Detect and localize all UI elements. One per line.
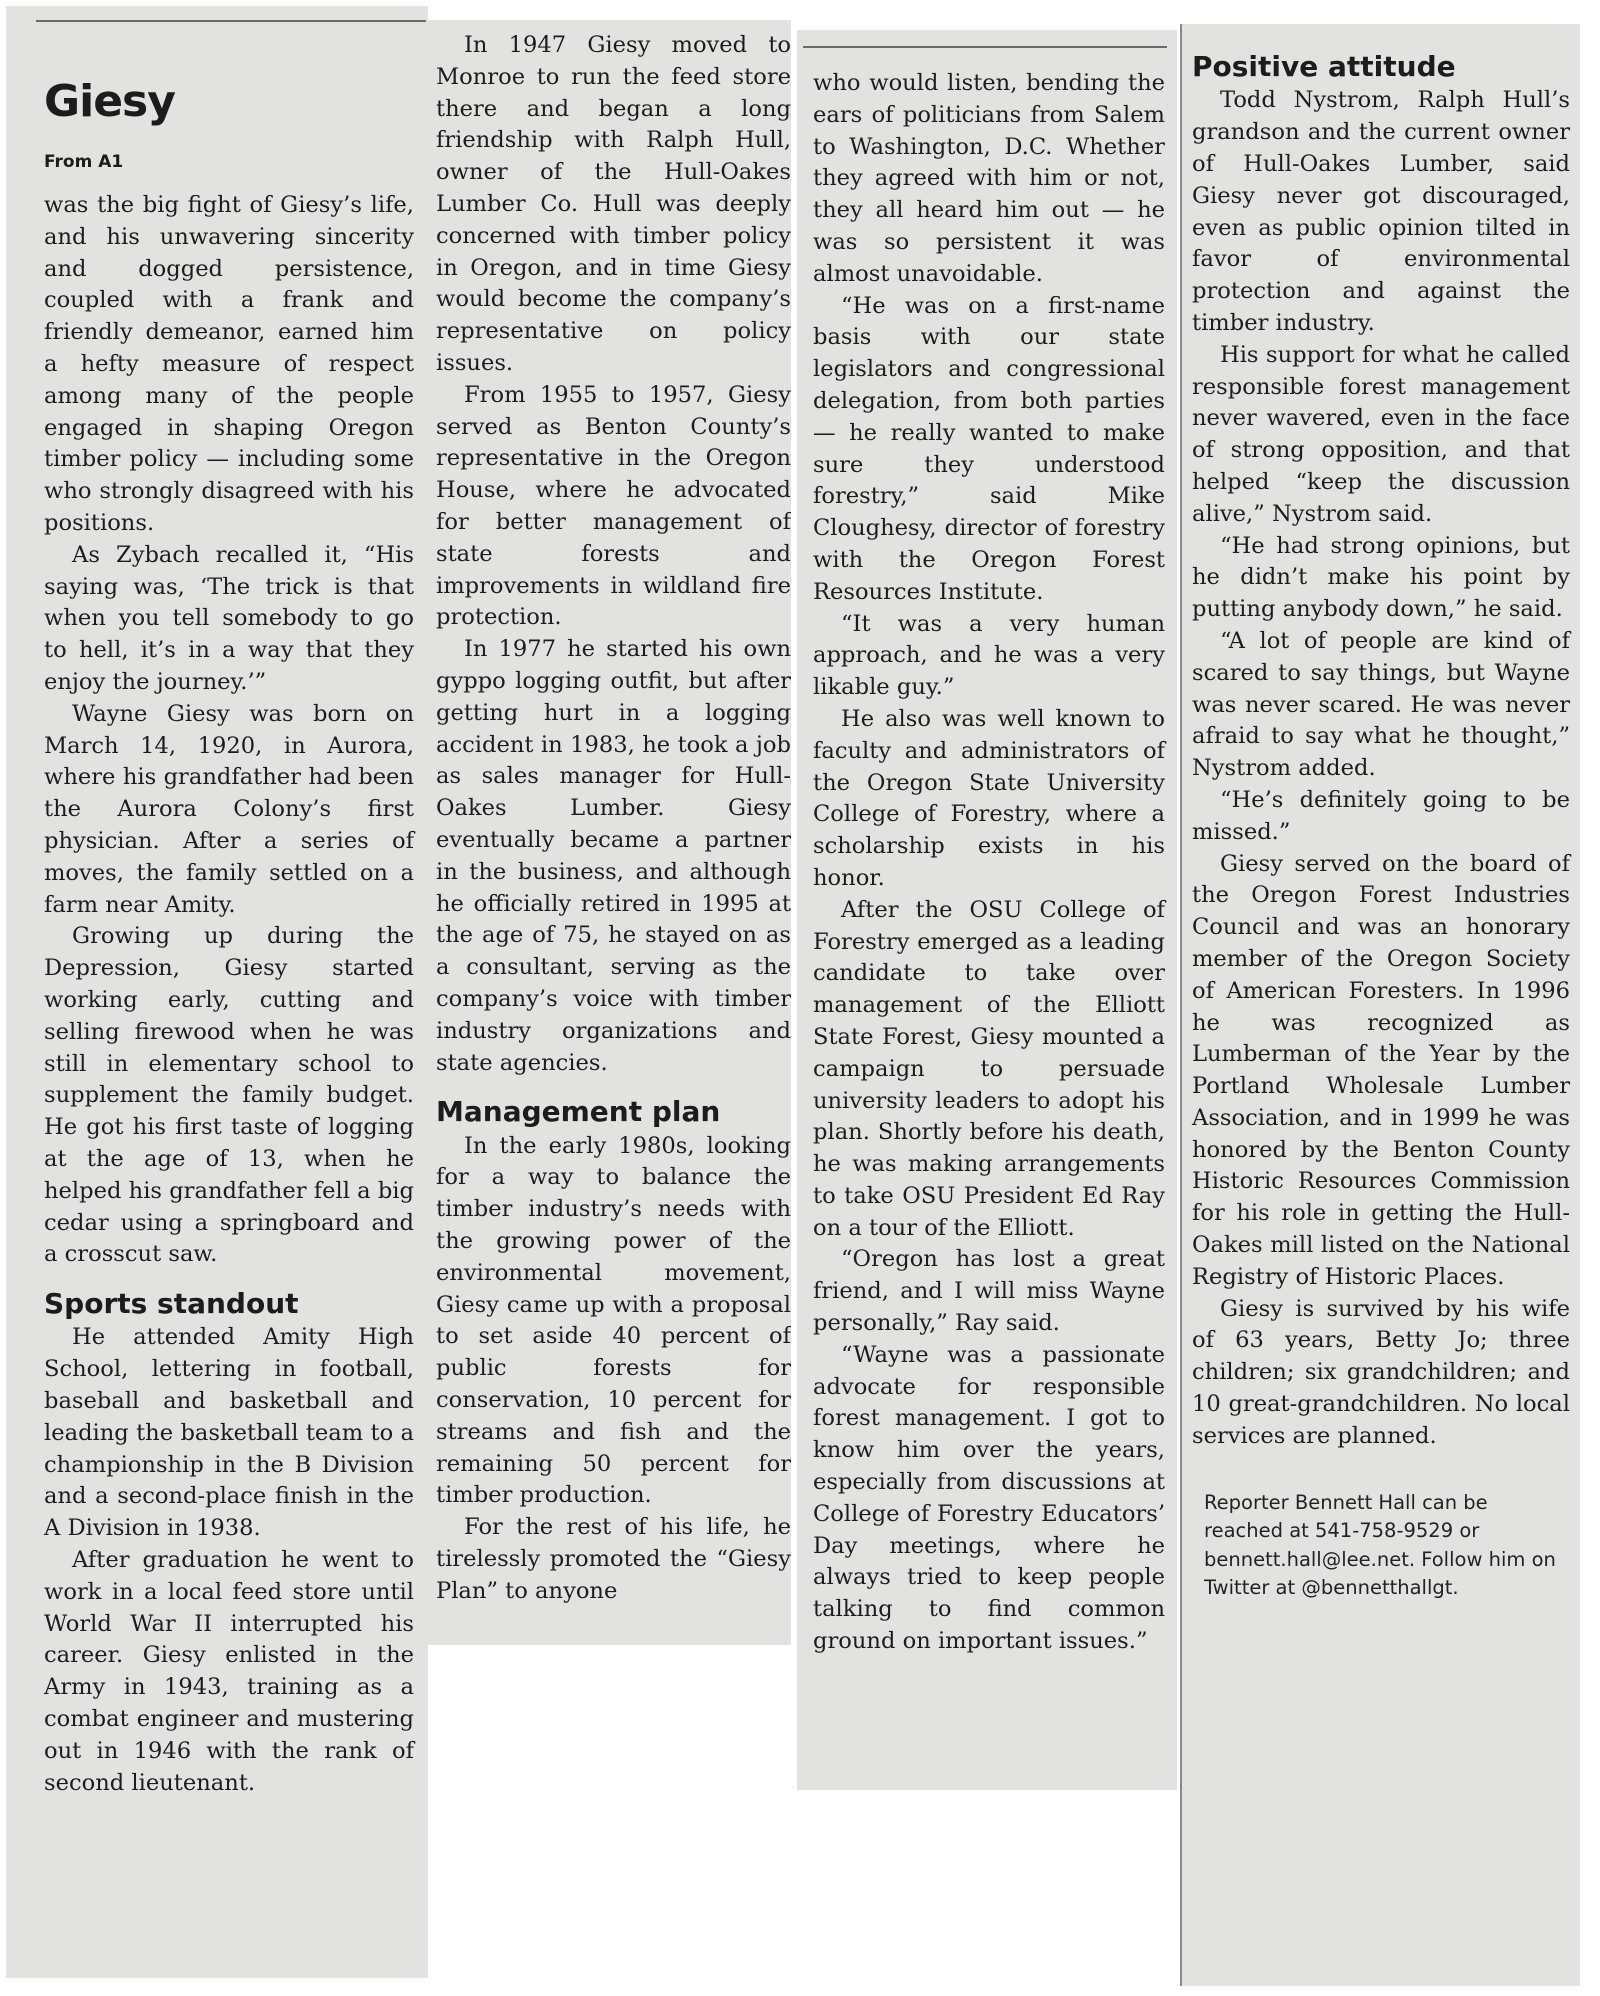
column-top-rule — [803, 46, 1167, 48]
subhead-positive-attitude: Positive attitude — [1192, 50, 1456, 83]
paragraph: For the rest of his life, he tirelessly promoted the “Giesy Plan” to anyone — [436, 1514, 791, 1604]
paragraph: “Oregon has lost a great friend, and I will miss Wayne personally,” Ray said. — [813, 1246, 1165, 1337]
paragraph: Wayne Giesy was born on March 14, 1920, in Aurora, where his grandfather had been the Aurora Colony’s first physician. After a series of moves, the family settled on a farm near Amity. — [44, 700, 414, 918]
subhead-management-plan: Management plan — [436, 1095, 721, 1129]
paragraph: was the big fight of Giesy’s life, and his unwavering sincerity and dogged persistence, coupled with a frank and friendly demeanor, earned him a hefty measure of respect among many of the people engaged in shaping Oregon timber policy — including some who strongly disagreed with his positions. — [44, 192, 414, 536]
paragraph: From 1955 to 1957, Giesy served as Benton County’s representative in the Oregon House, where he advocated for better management of state forests and improvements in wildland fire protection. — [436, 381, 791, 631]
paragraph: “Wayne was a passionate advocate for responsible forest management. I got to know him over the years, especially from discussions at College of Forestry Educators’ Day meetings, where he always tried to keep people talking to find common ground on important issues.” — [813, 1341, 1165, 1655]
paragraph: After graduation he went to work in a local feed store until World War II interrupted his career. Giesy enlisted in the Army in 1943, training as a combat engineer and mustering out in 1946 with the rank of second lieutenant. — [44, 1547, 414, 1796]
paragraph: As Zybach recalled it, “His saying was, ‘The trick is that when you tell somebody to go to hell, it’s in a way that they enjoy the journey.’” — [44, 541, 414, 695]
column-top-rule — [36, 20, 428, 22]
paragraph: He also was well known to faculty and administrators of the Oregon State University College of Forestry, where a scholarship exists in his honor. — [813, 705, 1165, 891]
paragraph: Giesy is survived by his wife of 63 years, Betty Jo; three children; six grandchildren; and 10 great-grandchildren. No local services are planned. — [1192, 1295, 1570, 1449]
paragraph: His support for what he called responsible forest management never wavered, even in the face of strong opposition, and that helped “keep the discussion alive,” Nystrom said. — [1192, 341, 1570, 527]
jump-line: From A1 — [44, 152, 124, 172]
paragraph: “A lot of people are kind of scared to say things, but Wayne was never scared. He was never afraid to say what he thought,” Nystrom added. — [1192, 627, 1570, 782]
paragraph: “He was on a first-name basis with our state legislators and congressional delegation, from both parties — he really wanted to make sure they understood forestry,” said Mike Cloughesy, director of forestry with the Oregon Forest Resources Institute. — [813, 292, 1165, 605]
column-divider — [1180, 24, 1182, 1986]
paragraph: In 1947 Giesy moved to Monroe to run the feed store there and began a long friendship with Ralph Hull, owner of the Hull-Oakes Lumber Co. Hull was deeply concerned with timber policy in Oregon, and in time Giesy would become the company’s representative on policy issues. — [436, 32, 791, 376]
paragraph: who would listen, bending the ears of politicians from Salem to Washington, D.C. Whether they agreed with him or not, they all heard him out — he was so persistent it was almost unavoidable. — [813, 70, 1165, 287]
article-column-2 — [426, 20, 791, 1645]
headline: Giesy — [44, 76, 175, 127]
paragraph: After the OSU College of Forestry emerged as a leading candidate to take over management of the Elliott State Forest, Giesy mounted a campaign to persuade university leaders to adopt his plan. Shortly before his death, he was making arrangements to take OSU President Ed Ray on a tour of the Elliott. — [813, 896, 1165, 1241]
paragraph: “He’s definitely going to be missed.” — [1192, 786, 1570, 845]
paragraph: “It was a very human approach, and he was a very likable guy.” — [813, 610, 1165, 701]
paragraph: Todd Nystrom, Ralph Hull’s grandson and the current owner of Hull-Oakes Lumber, said Giesy never got discouraged, even as public opinion tilted in favor of environmental protection and against the timber industry. — [1192, 87, 1570, 336]
paragraph: In the early 1980s, looking for a way to balance the timber industry’s needs with the growing power of the environmental movement, Giesy came up with a proposal to set aside 40 percent of public forests for conservation, 10 percent for streams and fish and the remaining 50 percent for timber production. — [436, 1132, 791, 1509]
paragraph: In 1977 he started his own gyppo logging outfit, but after getting hurt in a logging accident in 1983, he took a job as sales manager for Hull-Oakes Lumber. Giesy eventually became a partner in the business, and although he officially retired in 1995 at the age of 75, he stayed on as a consultant, serving as the company’s voice with timber industry organizations and state agencies. — [436, 636, 791, 1076]
paragraph: “He had strong opinions, but he didn’t make his point by putting anybody down,” he said. — [1192, 532, 1570, 623]
paragraph: He attended Amity High School, lettering in football, baseball and basketball and leading the basketball team to a championship in the B Division and a second-place finish in the A Division in 1938. — [44, 1324, 414, 1542]
article-column-4 — [1180, 24, 1580, 1986]
subhead-sports-standout: Sports standout — [44, 1287, 299, 1321]
article-column-1 — [6, 6, 428, 1978]
paragraph: Giesy served on the board of the Oregon Forest Industries Council and was an honorary member of the Oregon Society of American Foresters. In 1996 he was recognized as Lumberman of the Year by the Portland Wholesale Lumber Association, and in 1999 he was honored by the Benton County Historic Resources Commission for his role in getting the Hull-Oakes mill listed on the National Registry of Historic Places. — [1192, 850, 1570, 1290]
reporter-byline: Reporter Bennett Hall can be reached at 541-758-9529 or bennett.hall@lee.net. Follow him on Twitter at @bennetthallgt. — [1204, 1490, 1556, 1600]
article-column-3 — [797, 30, 1177, 1790]
paragraph: Growing up during the Depression, Giesy started working early, cutting and selling firewood when he was still in elementary school to supplement the family budget. He got his first taste of logging at the age of 13, when he helped his grandfather fell a big cedar using a springboard and a crosscut saw. — [44, 923, 414, 1268]
